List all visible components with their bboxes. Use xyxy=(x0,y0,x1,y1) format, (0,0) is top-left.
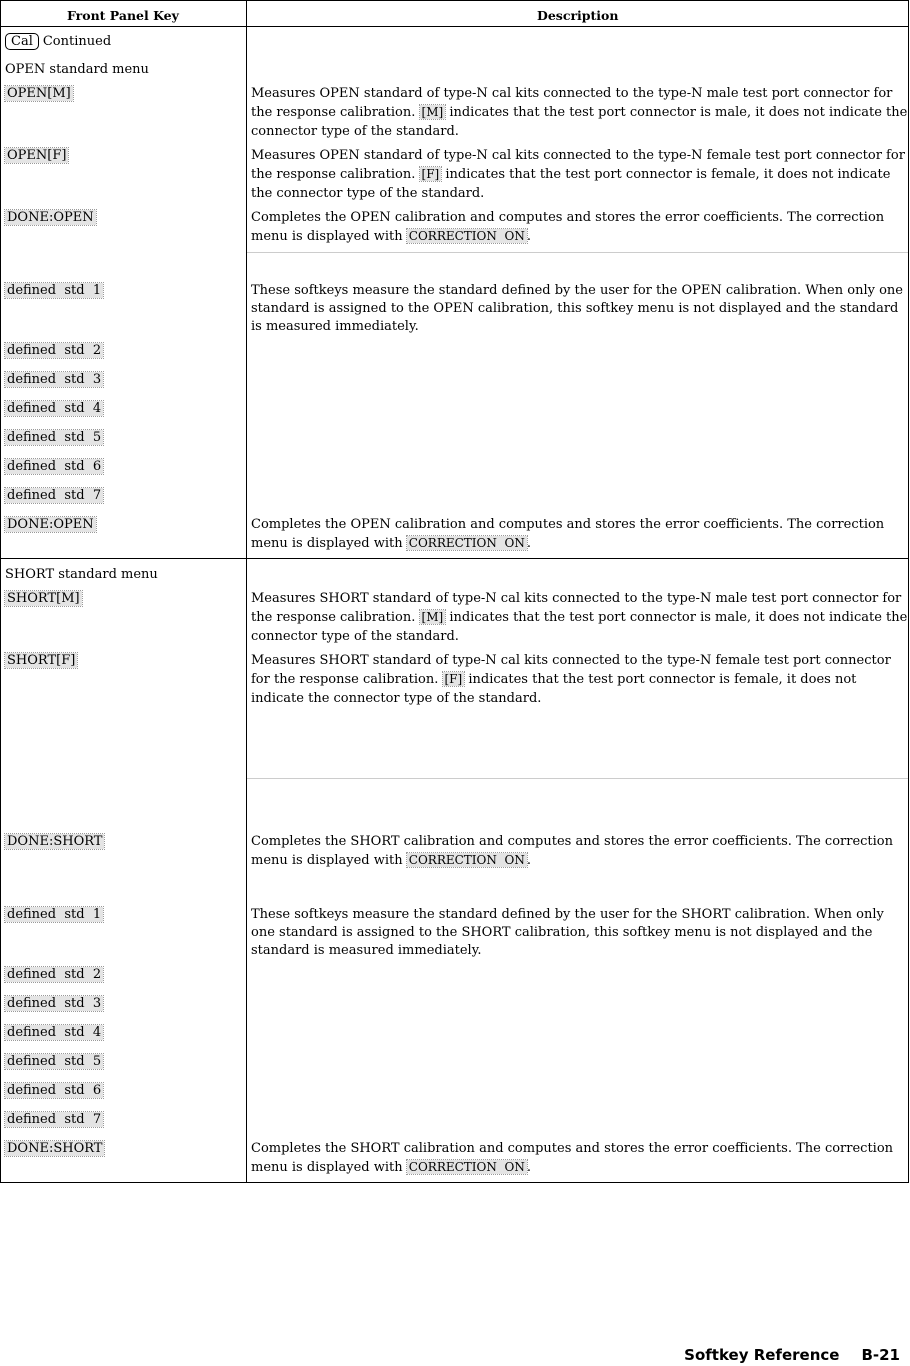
open-m-softkey[interactable]: OPEN[M] xyxy=(7,86,71,101)
open-m-description xyxy=(251,84,908,141)
open-defined-3 xyxy=(5,372,103,387)
short-gap-line xyxy=(247,778,908,779)
desc-text: . xyxy=(526,536,531,551)
short-defined-2 xyxy=(5,967,103,982)
short-m-description xyxy=(251,589,908,646)
open-defined-std-2[interactable]: defined std 2 xyxy=(7,343,102,358)
desc-text: SHORT xyxy=(350,1141,400,1156)
open-done-2 xyxy=(5,517,96,532)
open-menu-title: OPEN standard menu xyxy=(5,62,149,77)
short-menu-title: SHORT standard menu xyxy=(5,567,158,582)
short-defined-std-5[interactable]: defined std 5 xyxy=(7,1054,102,1069)
header-description: Description xyxy=(537,8,619,23)
m-softkey-ref: [M] xyxy=(421,610,444,624)
desc-text: Measures OPEN standard of type-N cal kits connected to the type-N female test port connector for the response calibration. xyxy=(251,148,905,182)
open-defined-std-5[interactable]: defined std 5 xyxy=(7,430,102,445)
page-footer xyxy=(684,1346,900,1364)
desc-text: indicates that the test port connector is female, it does not indicate the connector type of the standard. xyxy=(251,672,857,706)
desc-text: . xyxy=(526,1160,531,1175)
open-defined-6 xyxy=(5,459,103,474)
open-defined-std-7[interactable]: defined std 7 xyxy=(7,488,102,503)
open-f-softkey[interactable]: OPEN[F] xyxy=(7,148,67,163)
header-divider xyxy=(0,26,909,27)
short-defined-std-2[interactable]: defined std 2 xyxy=(7,967,102,982)
desc-text: Measures SHORT standard of type-N cal kits connected to the type-N male test port connector for the response calibration. xyxy=(251,591,902,625)
short-done-2 xyxy=(5,1141,104,1156)
correction-on-ref: CORRECTION ON xyxy=(408,853,525,867)
correction-on-ref: CORRECTION ON xyxy=(408,536,525,550)
short-defined-5 xyxy=(5,1054,103,1069)
open-defined-std-3[interactable]: defined std 3 xyxy=(7,372,102,387)
desc-text: Completes the xyxy=(251,517,347,532)
desc-text: indicates that the test port connector is male, it does not indicate the connector type of the standard. xyxy=(251,610,908,644)
table-left-border xyxy=(0,0,1,1183)
column-divider xyxy=(246,0,247,1183)
desc-text: indicates that the test port connector is female, it does not indicate the connector type of the standard. xyxy=(251,167,891,201)
open-defined-1 xyxy=(5,283,103,298)
done-short-key-cell xyxy=(5,834,104,849)
desc-text: . xyxy=(526,853,531,868)
open-f-description xyxy=(251,146,908,203)
f-softkey-ref: [F] xyxy=(421,167,440,181)
open-gap-line xyxy=(247,252,908,253)
short-defined-3 xyxy=(5,996,103,1011)
desc-text: Measures OPEN standard of type-N cal kits connected to the type-N male test port connector for the response calibration. xyxy=(251,86,893,120)
desc-text: calibration and computes and stores the error coefficients. The correction menu is displayed with xyxy=(251,1141,894,1175)
desc-text: indicates that the test port connector is male, it does not indicate the connector type of the standard. xyxy=(251,105,908,139)
short-f-softkey[interactable]: SHORT[F] xyxy=(7,653,76,668)
open-user-desc: These softkeys measure the standard defined by the user for the OPEN calibration. When only one standard is assigned to the OPEN calibration, this softkey menu is not displayed and the standard is measured immediately. xyxy=(251,283,903,334)
short-defined-1 xyxy=(5,907,103,922)
open-defined-std-6[interactable]: defined std 6 xyxy=(7,459,102,474)
short-m-key-cell xyxy=(5,591,82,606)
open-section-divider xyxy=(0,558,909,559)
short-f-description xyxy=(251,651,908,708)
desc-text: Measures SHORT standard of type-N cal kits connected to the type-N female test port connector for the response calibration. xyxy=(251,653,891,687)
short-f-key-cell xyxy=(5,653,77,668)
short-defined-std-3[interactable]: defined std 3 xyxy=(7,996,102,1011)
done-open-key-cell xyxy=(5,210,96,225)
correction-on-ref: CORRECTION ON xyxy=(408,229,525,243)
footer-section: Softkey Reference xyxy=(684,1346,840,1364)
done-open-description-2 xyxy=(251,515,908,553)
cal-continued xyxy=(5,32,111,51)
table-top-border xyxy=(0,0,909,1)
open-defined-std-1[interactable]: defined std 1 xyxy=(7,283,102,298)
table-right-border xyxy=(908,0,909,1183)
continued-label: Continued xyxy=(42,34,112,49)
done-short-description xyxy=(251,832,908,870)
done-open-description xyxy=(251,208,908,246)
open-f-key-cell xyxy=(5,148,68,163)
done-short-softkey[interactable]: DONE:SHORT xyxy=(7,834,103,849)
open-m-key-cell xyxy=(5,86,73,101)
short-defined-std-7[interactable]: defined std 7 xyxy=(7,1112,102,1127)
desc-text: Completes the xyxy=(251,1141,347,1156)
short-defined-7 xyxy=(5,1112,103,1127)
short-user-desc: These softkeys measure the standard defined by the user for the SHORT calibration. When only one standard is assigned to the SHORT calibration, this softkey menu is not displayed and the standard is measured immediately. xyxy=(251,907,884,958)
open-defined-2 xyxy=(5,343,103,358)
table-bottom-border xyxy=(0,1182,909,1183)
short-m-softkey[interactable]: SHORT[M] xyxy=(7,591,80,606)
desc-text: Completes the OPEN calibration and computes and stores the error coefficients. The correction menu is displayed with xyxy=(251,210,885,244)
done-short-description-2 xyxy=(251,1139,908,1177)
desc-text: . xyxy=(526,229,531,244)
short-defined-std-6[interactable]: defined std 6 xyxy=(7,1083,102,1098)
short-defined-std-1[interactable]: defined std 1 xyxy=(7,907,102,922)
open-defined-4 xyxy=(5,401,103,416)
header-front-panel-key: Front Panel Key xyxy=(67,8,179,23)
cal-key[interactable]: Cal xyxy=(5,33,39,50)
done-short-softkey-2[interactable]: DONE:SHORT xyxy=(7,1141,103,1156)
desc-text: calibration and computes and stores the error coefficients. The correction menu is displayed with xyxy=(251,517,885,551)
open-defined-5 xyxy=(5,430,103,445)
desc-text: Completes the SHORT calibration and computes and stores the error coefficients. The correction menu is displayed with xyxy=(251,834,894,868)
done-open-softkey[interactable]: DONE:OPEN xyxy=(7,210,94,225)
desc-text: OPEN xyxy=(350,517,391,532)
page-number: B-21 xyxy=(861,1346,900,1364)
open-defined-std-4[interactable]: defined std 4 xyxy=(7,401,102,416)
short-defined-4 xyxy=(5,1025,103,1040)
short-defined-6 xyxy=(5,1083,103,1098)
short-defined-std-4[interactable]: defined std 4 xyxy=(7,1025,102,1040)
done-open-softkey-2[interactable]: DONE:OPEN xyxy=(7,517,94,532)
correction-on-ref: CORRECTION ON xyxy=(408,1160,525,1174)
m-softkey-ref: [M] xyxy=(421,105,444,119)
open-defined-7 xyxy=(5,488,103,503)
f-softkey-ref: [F] xyxy=(444,672,463,686)
